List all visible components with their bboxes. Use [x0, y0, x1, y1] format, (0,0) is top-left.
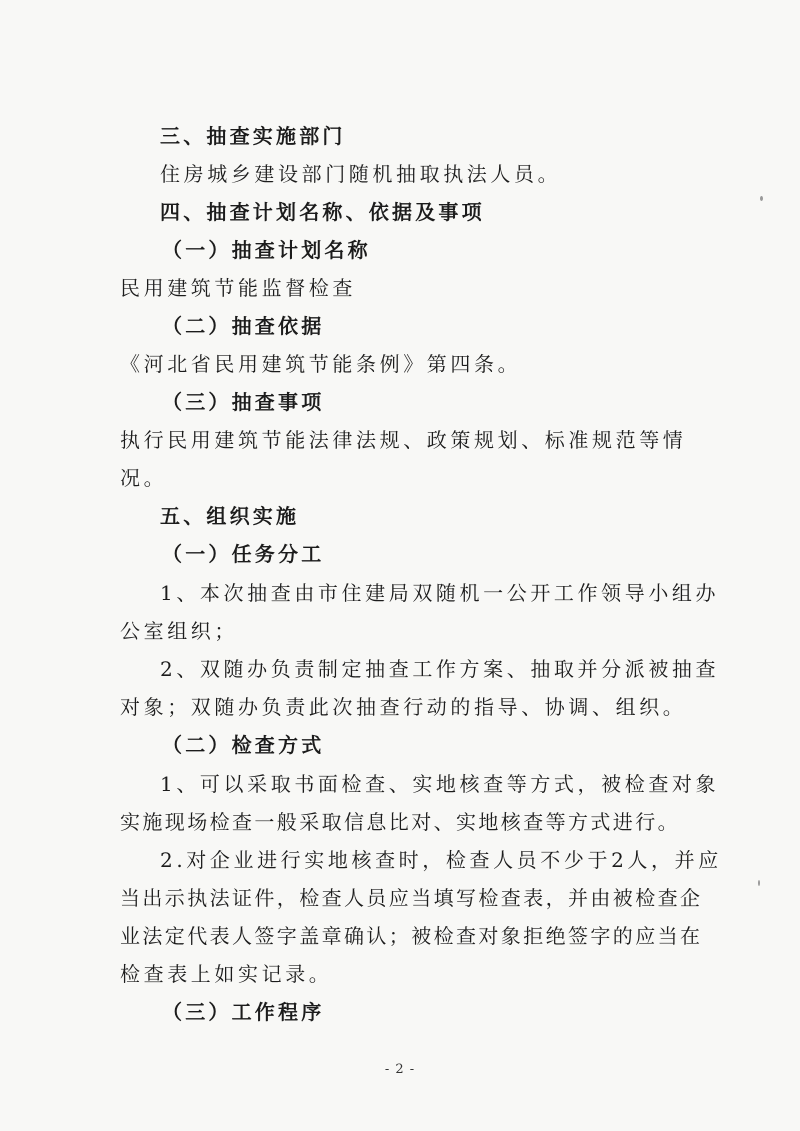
paragraph-line: 2.对企业进行实地核查时，检查人员不少于2人，并应	[160, 848, 722, 872]
paragraph-line: 1、可以采取书面检查、实地核查等方式，被检查对象	[160, 772, 720, 796]
paragraph-line: 民用建筑节能监督检查	[120, 276, 356, 300]
paragraph-line: 况。	[120, 466, 168, 490]
page-number: - 2 -	[384, 1062, 416, 1077]
section-heading-4: 四、抽查计划名称、依据及事项	[160, 200, 485, 224]
section-heading-5: 五、组织实施	[160, 504, 300, 528]
subheading: （三）抽查事项	[162, 390, 325, 414]
paragraph-line: 公室组织；	[120, 619, 238, 643]
section-heading-3: 三、抽查实施部门	[160, 124, 346, 148]
paragraph-line: 当出示执法证件，检查人员应当填写检查表，并由被检查企	[120, 886, 703, 910]
paragraph-line: 《河北省民用建筑节能条例》第四条。	[120, 352, 522, 376]
paragraph-line: 实施现场检查一般采取信息比对、实地核查等方式进行。	[120, 810, 680, 834]
scan-speck	[760, 196, 763, 201]
subheading: （一）任务分工	[162, 542, 325, 566]
paragraph-line: 业法定代表人签字盖章确认；被检查对象拒绝签字的应当在	[120, 924, 703, 948]
paragraph-line: 住房城乡建设部门随机抽取执法人员。	[160, 162, 562, 186]
subheading: （二）检查方式	[162, 733, 325, 757]
subheading: （三）工作程序	[162, 1000, 325, 1024]
subheading: （二）抽查依据	[162, 314, 325, 338]
paragraph-line: 检查表上如实记录。	[120, 962, 333, 986]
paragraph-line: 执行民用建筑节能法律法规、政策规划、标准规范等情	[120, 428, 687, 452]
paragraph-line: 对象；双随办负责此次抽查行动的指导、协调、组织。	[120, 695, 687, 719]
subheading: （一）抽查计划名称	[162, 238, 371, 262]
paragraph-line: 1、本次抽查由市住建局双随机一公开工作领导小组办	[160, 581, 720, 605]
paragraph-line: 2、双随办负责制定抽查工作方案、抽取并分派被抽查	[160, 657, 720, 681]
scan-speck	[758, 880, 760, 886]
